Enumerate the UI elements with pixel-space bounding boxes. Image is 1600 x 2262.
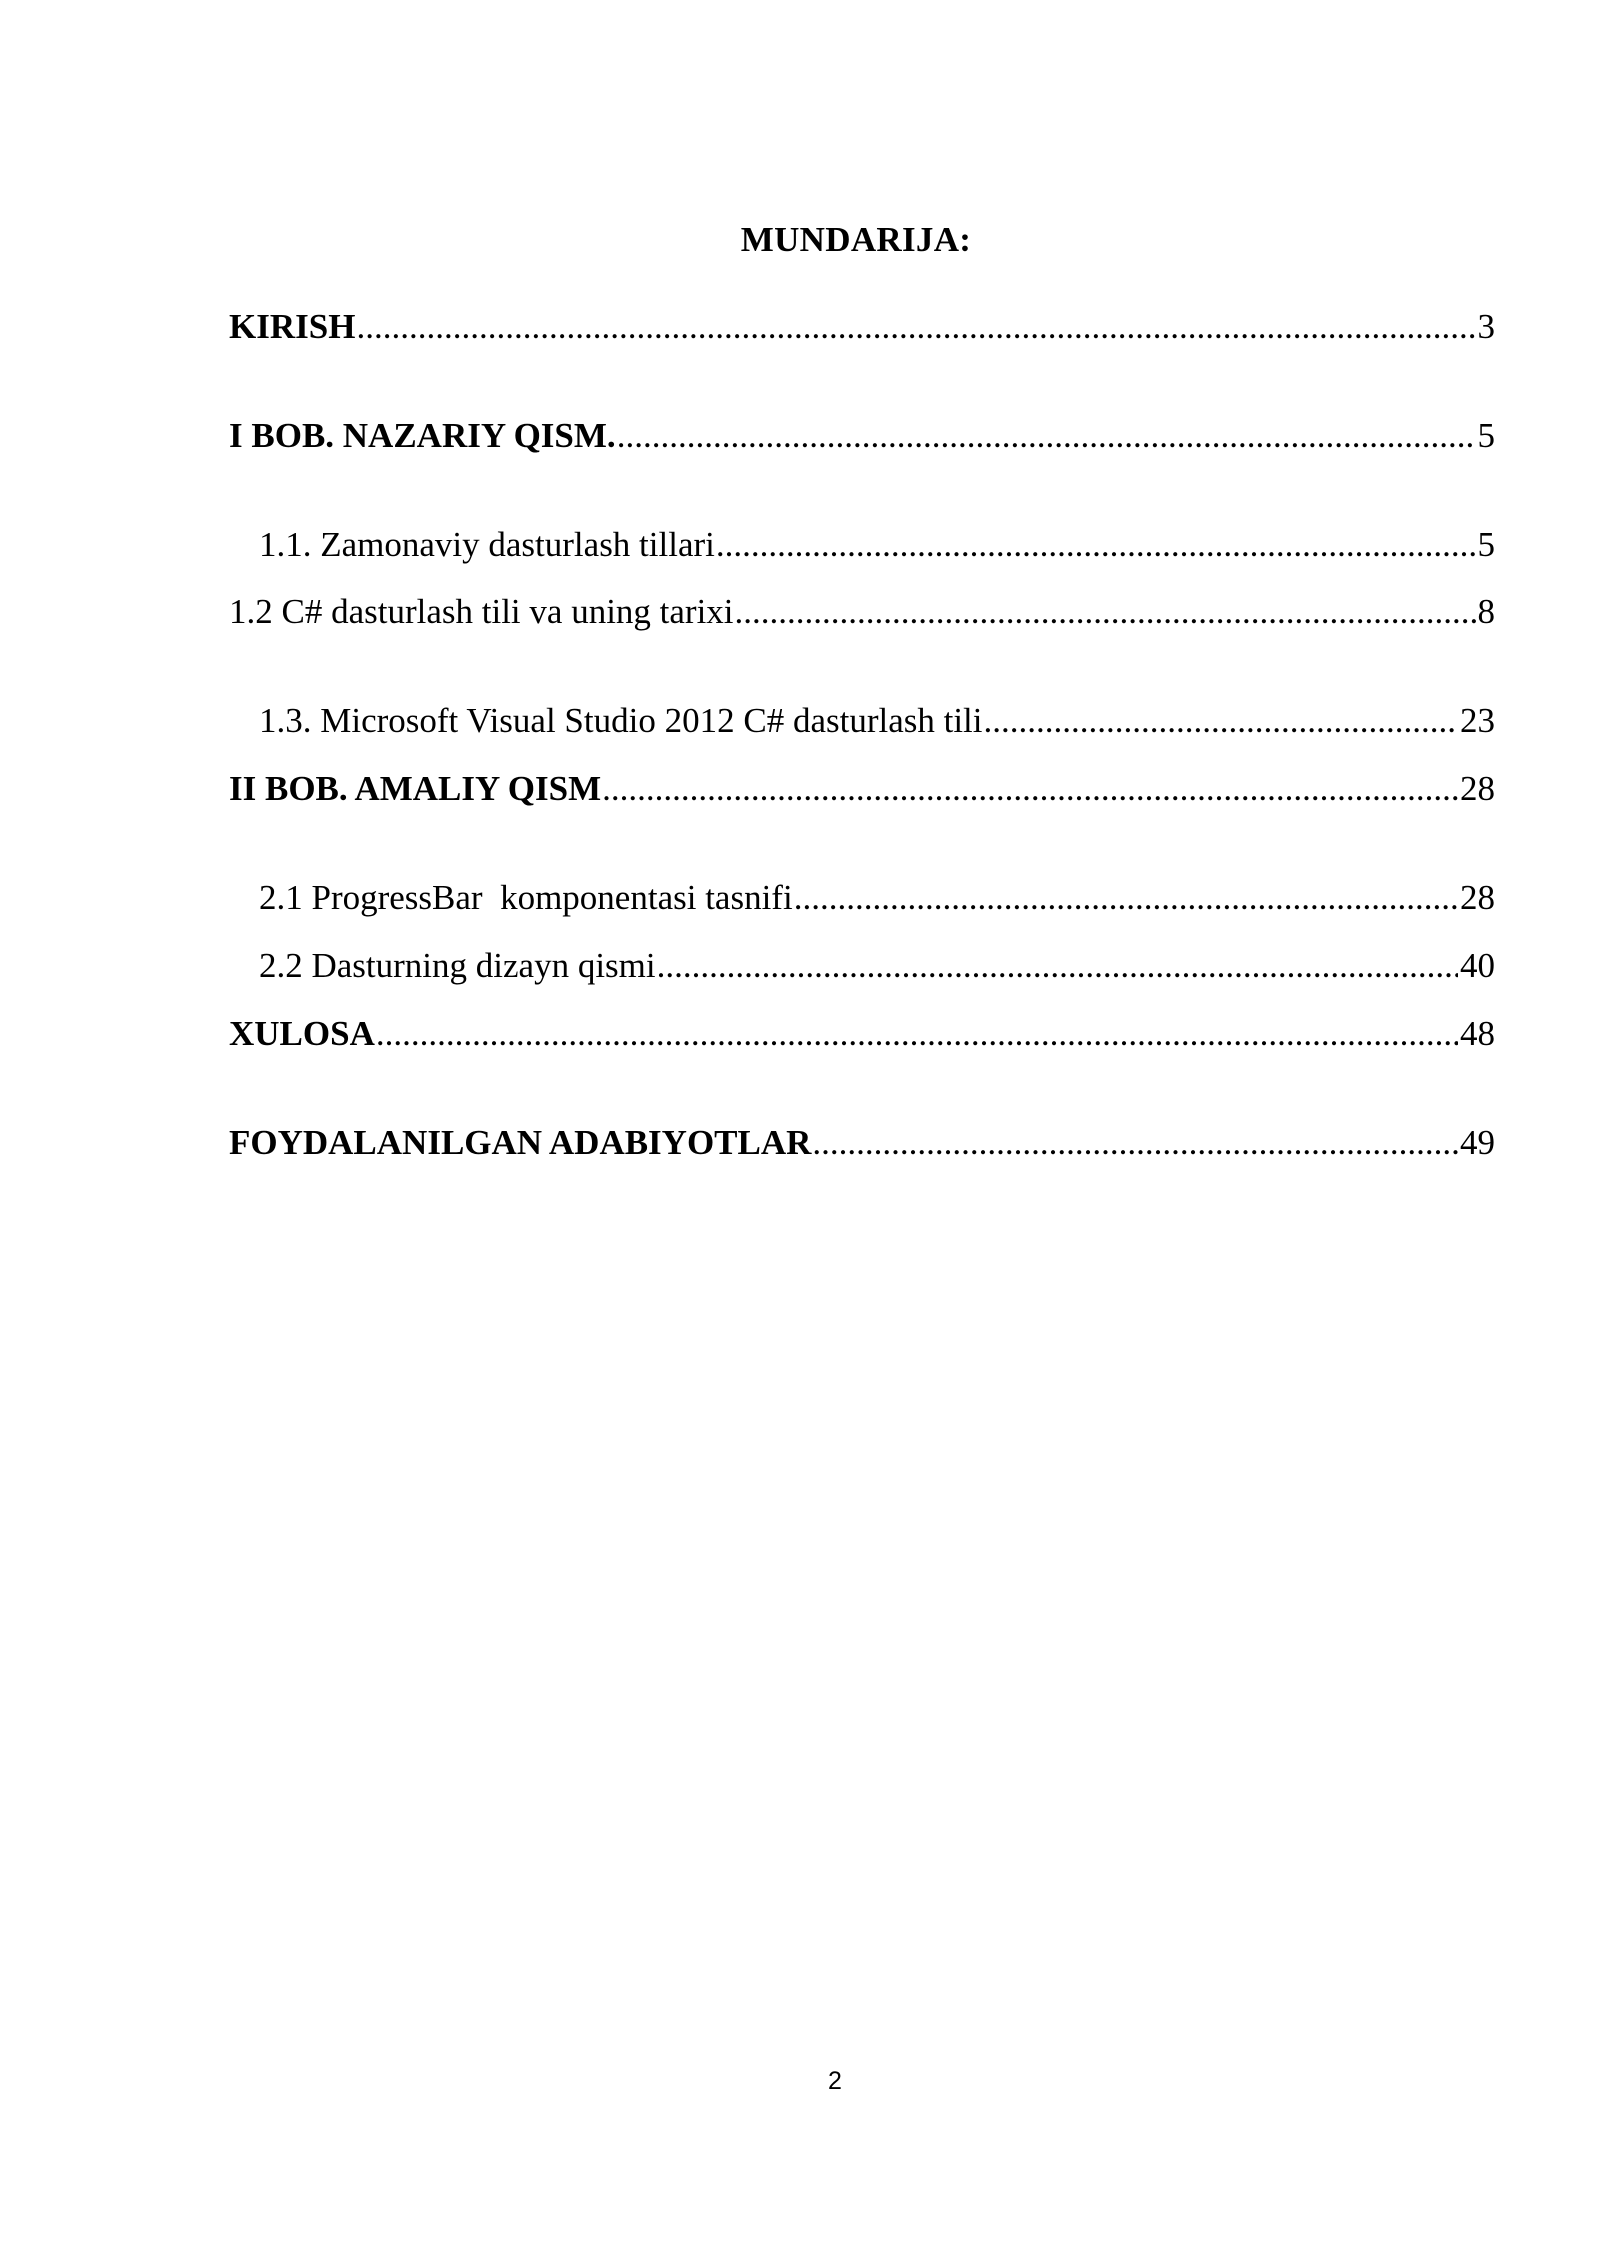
- toc-entry-1-3[interactable]: [229, 699, 1495, 743]
- toc-entry-2-2[interactable]: [229, 944, 1495, 988]
- toc-entry-label: 1.1. Zamonaviy dasturlash tillari: [259, 525, 715, 564]
- toc-entry-label: 1.3. Microsoft Visual Studio 2012 C# dasturlash tili: [259, 701, 983, 740]
- toc-entry-page: 48: [1460, 1014, 1495, 1053]
- toc-entry-page: 28: [1460, 769, 1495, 808]
- page-number: 2: [828, 2067, 842, 2095]
- toc-title: MUNDARIJA:: [740, 220, 972, 259]
- toc-entry-label: II BOB. AMALIY QISM: [229, 769, 602, 808]
- toc-entry-label: I BOB. NAZARIY QISM.: [229, 416, 616, 455]
- dot-leader: [617, 414, 1476, 458]
- toc-entry-1-1[interactable]: [229, 523, 1495, 567]
- toc-entry-1-2[interactable]: [229, 590, 1495, 634]
- toc-entry-label: KIRISH: [229, 307, 356, 346]
- toc-entry-label: 2.2 Dasturning dizayn qismi: [259, 946, 656, 985]
- dot-leader: [812, 1121, 1458, 1165]
- toc-entry-page: 28: [1460, 878, 1495, 917]
- toc-entry-label: FOYDALANILGAN ADABIYOTLAR: [229, 1123, 812, 1162]
- toc-entry-label: 2.1 ProgressBar komponentasi tasnifi: [259, 878, 793, 917]
- toc-entry-page: 3: [1477, 307, 1495, 346]
- toc-entry-page: 23: [1460, 701, 1495, 740]
- toc-entry-amaliy-qism[interactable]: [229, 767, 1495, 811]
- dot-leader: [735, 590, 1476, 634]
- toc-entry-xulosa[interactable]: [229, 1012, 1495, 1056]
- dot-leader: [602, 767, 1458, 811]
- dot-leader: [984, 699, 1459, 743]
- dot-leader: [794, 876, 1458, 920]
- toc-entry-adabiyotlar[interactable]: [229, 1121, 1495, 1165]
- toc-entry-page: 40: [1460, 946, 1495, 985]
- toc-entry-page: 5: [1477, 416, 1495, 455]
- dot-leader: [657, 944, 1458, 988]
- toc-entry-page: 5: [1477, 525, 1495, 564]
- toc-entry-page: 49: [1460, 1123, 1495, 1162]
- toc-entry-label: 1.2 C# dasturlash tili va uning tarixi: [229, 592, 734, 631]
- toc-entry-label: XULOSA: [229, 1014, 375, 1053]
- toc-entry-2-1[interactable]: [229, 876, 1495, 920]
- toc-entry-page: 8: [1477, 592, 1495, 631]
- dot-leader: [356, 305, 1475, 349]
- dot-leader: [376, 1012, 1458, 1056]
- dot-leader: [716, 523, 1476, 567]
- toc-entry-kirish[interactable]: [229, 305, 1495, 349]
- toc-entry-nazariy-qism[interactable]: [229, 414, 1495, 458]
